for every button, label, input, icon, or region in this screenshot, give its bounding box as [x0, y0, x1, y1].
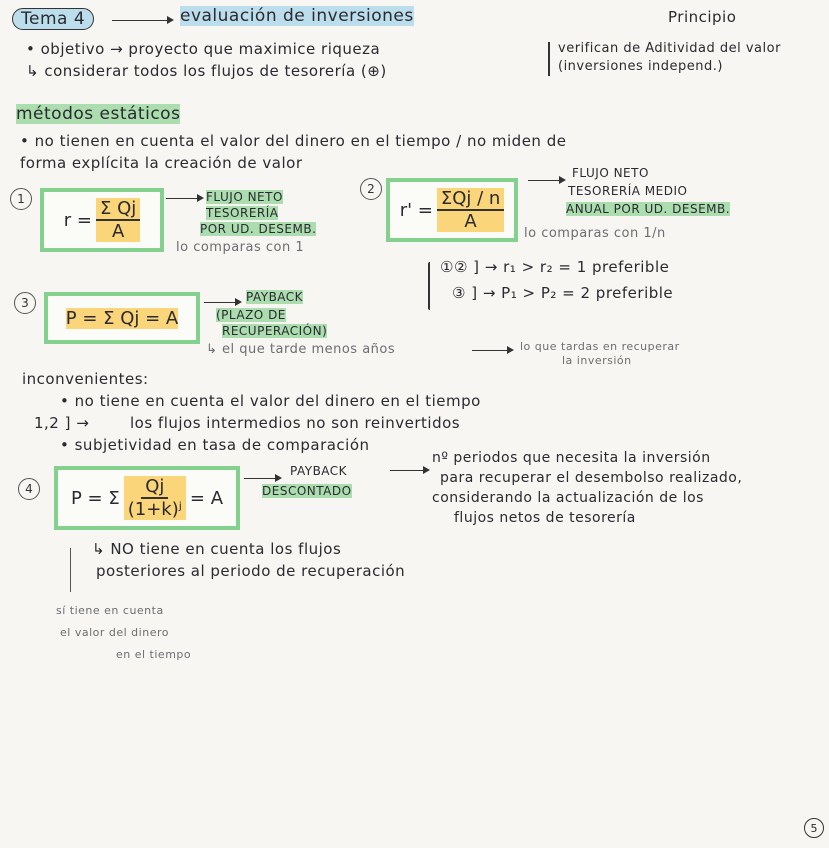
definition-line: nº periodos que necesita la inversión — [432, 450, 711, 466]
formula-rhs: = A — [189, 487, 224, 509]
drawback-item: • subjetividad en tasa de comparación — [60, 436, 370, 454]
principle-label: Principio — [668, 8, 737, 26]
arrow-icon — [390, 470, 428, 471]
formula-box — [44, 292, 200, 344]
formula-box — [54, 466, 240, 530]
formula-text: P = Σ Qj = A — [65, 307, 179, 329]
drawbacks-heading: inconvenientes: — [22, 370, 149, 388]
section-heading: métodos estáticos — [16, 104, 181, 124]
pencil-note: en el tiempo — [116, 648, 192, 661]
method-desc: ANUAL POR UD. DESEMB. — [566, 202, 731, 216]
formula-denominator: A — [111, 221, 125, 242]
number-badge: 4 — [18, 478, 40, 500]
note-line: forma explícita la creación de valor — [20, 154, 303, 172]
brace-icon — [428, 262, 430, 310]
arrow-icon — [528, 180, 564, 181]
method-note: lo comparas con 1/n — [524, 226, 666, 241]
formula-numerator: Σ Qj — [96, 198, 140, 221]
method-desc: TESORERÍA MEDIO — [568, 184, 688, 198]
method-note: lo que tardas en recuperar — [520, 340, 680, 353]
method-desc: PAYBACK — [246, 290, 304, 304]
formula-denominator: (1+k)ʲ — [127, 499, 182, 520]
cashflow-line: ↳ considerar todos los flujos de tesorería (⊕) — [26, 62, 387, 80]
pencil-note: sí tiene en cuenta — [56, 604, 164, 617]
method-desc: TESORERÍA — [206, 206, 279, 220]
arrow-icon — [112, 20, 172, 21]
arrow-icon — [166, 198, 202, 199]
definition-line: flujos netos de tesorería — [454, 510, 636, 526]
drawback-item: • no tiene en cuenta el valor del dinero en el tiempo — [60, 392, 481, 410]
drawback-item: los flujos intermedios no son reinvertidos — [130, 414, 461, 432]
method-note: ↳ el que tarde menos años — [206, 342, 396, 357]
method-note: ↳ NO tiene en cuenta los flujos — [92, 540, 342, 558]
arrow-icon — [204, 302, 240, 303]
arrow-icon — [244, 478, 280, 479]
method-note: posteriores al periodo de recuperación — [96, 562, 406, 580]
number-badge: 3 — [14, 292, 36, 314]
page-number: 5 — [804, 818, 824, 838]
definition-line: para recuperar el desembolso realizado, — [440, 470, 743, 486]
note-line: • no tienen en cuenta el valor del dinero en el tiempo / no miden de — [20, 132, 567, 150]
drawback-prefix: 1,2 ] → — [34, 414, 90, 432]
pencil-note: el valor del dinero — [60, 626, 169, 639]
method-desc: DESCONTADO — [262, 484, 352, 498]
definition-line: considerando la actualización de los — [432, 490, 704, 506]
method-desc: FLUJO NETO — [572, 166, 649, 180]
formula-numerator: ΣQj / n — [437, 188, 504, 211]
arrow-icon — [70, 548, 71, 592]
method-desc: (PLAZO DE — [216, 308, 286, 322]
method-desc: PAYBACK — [290, 464, 348, 478]
method-desc: RECUPERACIÓN) — [222, 324, 328, 338]
page-title: evaluación de inversiones — [180, 6, 414, 26]
comparison-row: ①② ] → r₁ > r₂ = 1 preferible — [440, 258, 670, 276]
objective-line: • objetivo → proyecto que maximice riqueza — [26, 40, 381, 58]
formula-denominator: A — [464, 211, 477, 232]
method-desc: FLUJO NETO — [206, 190, 283, 204]
formula-box — [386, 178, 518, 242]
number-badge: 1 — [10, 188, 32, 210]
method-note: lo comparas con 1 — [176, 240, 305, 255]
formula-lhs: r = — [63, 209, 92, 231]
number-badge: 2 — [360, 178, 382, 200]
method-desc: POR UD. DESEMB. — [200, 222, 317, 236]
formula-lhs: P = Σ — [70, 487, 120, 509]
arrow-icon — [472, 350, 512, 351]
method-note: la inversión — [562, 354, 632, 367]
formula-numerator: Qj — [141, 476, 168, 499]
bracket-icon — [548, 42, 550, 76]
formula-box — [40, 188, 164, 252]
topic-label: Tema 4 — [12, 8, 94, 30]
comparison-row: ③ ] → P₁ > P₂ = 2 preferible — [452, 284, 674, 302]
principle-note: verifican de Aditividad del valor (inversiones independ.) — [558, 41, 781, 74]
formula-lhs: r' = — [399, 199, 433, 221]
